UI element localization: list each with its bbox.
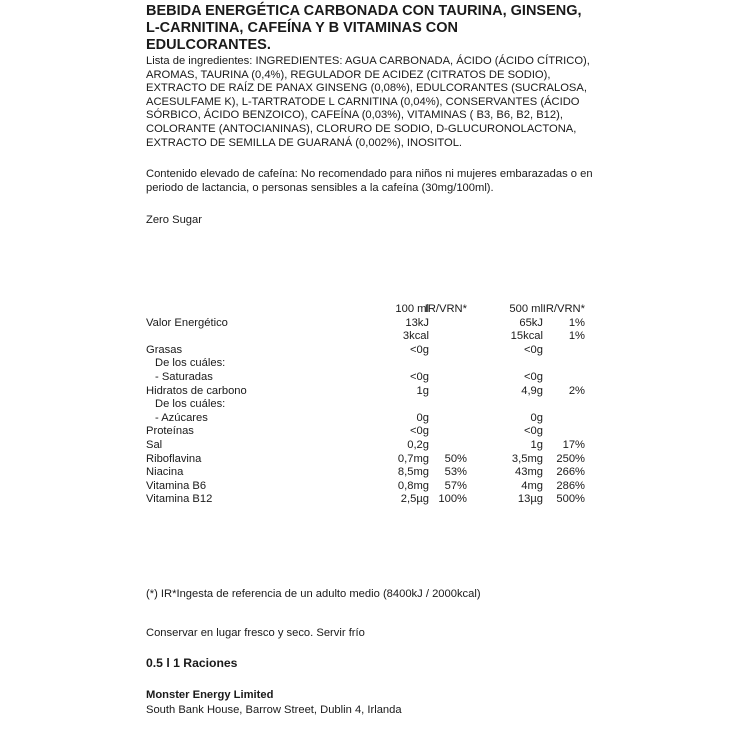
nutrition-row [146, 493, 586, 507]
value-500ml: 0g [530, 411, 543, 424]
header-ir-500ml: IR/VRN* [542, 303, 585, 315]
nutrient-label: Niacina [146, 466, 184, 479]
nutrient-label: Sal [146, 438, 163, 451]
company-address: South Bank House, Barrow Street, Dublin 4, Irlanda [146, 704, 402, 716]
value-500ml: <0g [524, 425, 543, 438]
nutrient-label: - Saturadas [155, 370, 213, 383]
nutrition-row [146, 398, 586, 412]
nutrient-label: Valor Energético [146, 316, 228, 329]
nutrient-label: Vitamina B12 [146, 493, 213, 506]
zero-sugar-label: Zero Sugar [146, 214, 202, 226]
storage-instructions: Conservar en lugar fresco y seco. Servir frío [146, 627, 365, 639]
value-500ml: 3,5mg [511, 452, 543, 465]
ir-500ml: 250% [556, 452, 585, 465]
value-500ml: 13µg [517, 493, 543, 506]
nutrition-table [146, 303, 586, 507]
value-500ml: <0g [524, 343, 543, 356]
nutrition-row [146, 453, 586, 467]
nutrition-row [146, 480, 586, 494]
nutrition-row [146, 466, 586, 480]
ingredients-list: Lista de ingredientes: INGREDIENTES: AGUA CARBONADA, ÁCIDO (ÁCIDO CÍTRICO), AROMAS, TAURINA (0,4%), REGULADOR DE ACIDEZ (CITRATOS DE SODIO), EXTRACTO DE RAÍZ DE PANAX GINSENG (0,08%), EDULCORANTES (SUCRALOSA, ACESULFAME K), L-TARTRATODE L CARNITINA (0,04%), CONSERVANTES (ÁCIDO SÓRBICO, ÁCIDO BENZOICO), CAFEÍNA (0,03%), VITAMINAS ( B3, B6, B2, B12), COLORANTE (ANTOCIANINAS), CLORURO DE SODIO, D-GLUCURONOLACTONA, EXTRACTO DE SEMILLA DE GUARANÁ (0,002%), INOSITOL. [146, 55, 590, 149]
value-100ml: 13kJ [405, 316, 429, 329]
ir-100ml: 50% [444, 452, 467, 465]
nutrient-label: - Azúcares [155, 411, 208, 424]
value-100ml: 0,2g [407, 438, 429, 451]
value-100ml: 2,5µg [400, 493, 429, 506]
nutrition-row [146, 439, 586, 453]
nutrient-label: Hidratos de carbono [146, 384, 247, 397]
nutrient-label: Riboflavina [146, 452, 202, 465]
value-100ml: 1g [416, 384, 429, 397]
portions: 0.5 l 1 Raciones [146, 656, 238, 670]
nutrient-label: De los cuáles: [155, 398, 226, 411]
ir-100ml: 57% [444, 479, 467, 492]
nutrient-label: Grasas [146, 343, 183, 356]
value-500ml: 4mg [521, 479, 543, 492]
company-name: Monster Energy Limited [146, 689, 274, 701]
ir-500ml: 266% [556, 466, 585, 479]
value-100ml: <0g [410, 370, 429, 383]
header-ir-100ml: IR/VRN* [424, 303, 467, 315]
nutrition-row [146, 425, 586, 439]
caffeine-warning: Contenido elevado de cafeína: No recomendado para niños ni mujeres embarazadas o en periodo de lactancia, o personas sensibles a la cafeína (30mg/100ml). [146, 168, 593, 194]
value-500ml: 65kJ [519, 316, 543, 329]
ir-500ml: 2% [568, 384, 585, 397]
value-500ml: 4,9g [521, 384, 543, 397]
ir-500ml: 17% [562, 438, 585, 451]
value-500ml: 15kcal [510, 330, 543, 343]
value-100ml: 0,8mg [397, 479, 429, 492]
value-100ml: 0,7mg [397, 452, 429, 465]
value-500ml: <0g [524, 370, 543, 383]
nutrition-row [146, 357, 586, 371]
nutrition-row [146, 385, 586, 399]
ir-100ml: 100% [438, 493, 467, 506]
value-500ml: 43mg [515, 466, 543, 479]
header-500ml: 500 ml [509, 303, 543, 315]
nutrient-label: De los cuáles: [155, 357, 226, 370]
value-100ml: 3kcal [402, 330, 429, 343]
nutrient-label: Proteínas [146, 425, 194, 438]
product-title: BEBIDA ENERGÉTICA CARBONADA CON TAURINA, GINSENG, L-CARNITINA, CAFEÍNA Y B VITAMINAS CON EDULCORANTES. [146, 3, 582, 53]
value-100ml: 8,5mg [397, 466, 429, 479]
value-100ml: 0g [416, 411, 429, 424]
footnote: (*) IR*Ingesta de referencia de un adulto medio (8400kJ / 2000kcal) [146, 588, 481, 600]
value-100ml: <0g [410, 425, 429, 438]
ir-500ml: 1% [568, 316, 585, 329]
value-100ml: <0g [410, 343, 429, 356]
nutrition-header-row [146, 303, 586, 317]
value-500ml: 1g [530, 438, 543, 451]
ir-100ml: 53% [444, 466, 467, 479]
nutrition-row [146, 344, 586, 358]
nutrition-row [146, 330, 586, 344]
nutrition-row [146, 371, 586, 385]
nutrient-label: Vitamina B6 [146, 479, 207, 492]
ir-500ml: 1% [568, 330, 585, 343]
nutrition-row [146, 412, 586, 426]
nutrition-row [146, 317, 586, 331]
ir-500ml: 500% [556, 493, 585, 506]
ir-500ml: 286% [556, 479, 585, 492]
header-100ml: 100 ml [395, 303, 429, 315]
